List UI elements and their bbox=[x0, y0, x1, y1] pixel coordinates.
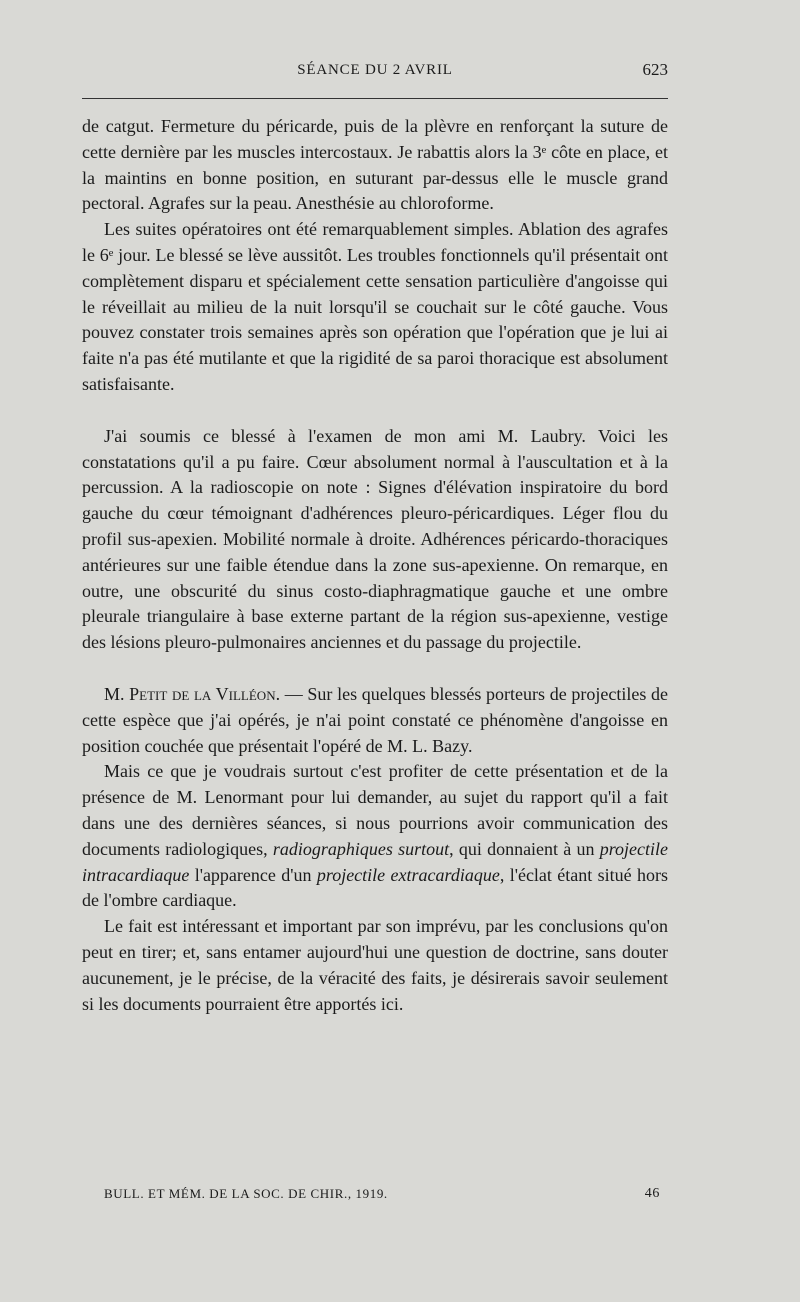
signature-mark: 46 bbox=[644, 1186, 660, 1201]
running-head-title: SÉANCE DU 2 AVRIL bbox=[297, 62, 453, 78]
italic-phrase-3: projectile extracardiaque bbox=[316, 864, 500, 885]
speaker-name: M. Petit de la Villéon. bbox=[104, 683, 281, 704]
paragraph-3: J'ai soumis ce blessé à l'examen de mon ami M. Laubry. Voici les constatations qu'il a pu faire. Cœur absolument normal à l'auscultation et à la percussion. A la radioscopie on note : Signes d'élévation inspiratoire du bord gauche du cœur témoignant d'adhérences pleuro-péricardiques. Léger flou du profil sus-apexien. Mobilité normale à droite. Adhérences péricardo-thoraciques antérieures sur une faible étendue dans la zone sus-apexienne. On remarque, en outre, une obscurité du sinus costo-diaphragmatique gauche et une ombre pleurale triangulaire à base externe partant de la région sus-apexienne, vestige des lésions pleuro-pulmonaires anciennes et du passage du projectile. bbox=[82, 425, 668, 653]
body-text bbox=[82, 114, 668, 1017]
running-head bbox=[82, 60, 668, 84]
paragraph-5 bbox=[82, 759, 668, 914]
header-rule bbox=[82, 98, 668, 99]
page-number: 623 bbox=[642, 60, 668, 79]
paragraph-1: de catgut. Fermeture du péricarde, puis de la plèvre en renforçant la suture de cette dernière par les muscles intercostaux. Je rabattis alors la 3ᵉ côte en place, et la maintins en bonne position, en suturant par-dessus elle le muscle grand pectoral. Agrafes sur la peau. Anesthésie au chloroforme. bbox=[82, 116, 668, 214]
journal-citation: BULL. ET MÉM. DE LA SOC. DE CHIR., 1919. bbox=[104, 1186, 388, 1201]
italic-phrase-1: radiographiques surtout bbox=[272, 838, 450, 859]
paragraph-5-part-d: , l'éclat étant situé hors de l'ombre cardiaque. bbox=[82, 864, 668, 911]
paragraph-gap bbox=[82, 656, 668, 682]
paragraph-6: Le fait est intéressant et important par son imprévu, par les conclusions qu'on peut en tirer; et, sans entamer aujourd'hui une question de doctrine, sans douter aucunement, je le précise, de la véracité des faits, je désirerais savoir seulement si les documents pourraient être apportés ici. bbox=[82, 916, 668, 1014]
paragraph-2: Les suites opératoires ont été remarquablement simples. Ablation des agrafes le 6ᵉ jour. Le blessé se lève aussitôt. Les troubles fonctionnels qu'il présentait ont complètement disparu et spécialement cette sensation particulière d'angoisse qui le réveillait au milieu de la nuit lorsqu'il se couchait sur le côté gauche. Vous pouvez constater trois semaines après son opération que l'opération que je lui ai faite n'a pas été mutilante et que la rigidité de sa paroi thoracique est absolument satisfaisante. bbox=[82, 219, 668, 394]
paragraph-5-part-c: l'apparence d'un bbox=[189, 864, 317, 885]
paragraph-5-part-a: Mais ce que je voudrais surtout c'est profiter de cette présentation et de la présence de M. Lenormant pour lui demander, au sujet du rapport qu'il a fait dans une des dernières séances, si nous pourrions avoir communication des documents radiologiques, bbox=[82, 761, 668, 859]
italic-phrase-2: projectile intracardiaque bbox=[82, 838, 668, 885]
paragraph-gap bbox=[82, 398, 668, 424]
paragraph-4-text: — Sur les quelques blessés porteurs de projectiles de cette espèce que j'ai opérés, je n'ai point constaté ce phénomène d'angoisse en position couchée que présentait l'opéré de M. L. Bazy. bbox=[82, 683, 668, 756]
paragraph-5-part-b: , qui donnaient à un bbox=[449, 838, 600, 859]
paragraph-4 bbox=[82, 682, 668, 759]
